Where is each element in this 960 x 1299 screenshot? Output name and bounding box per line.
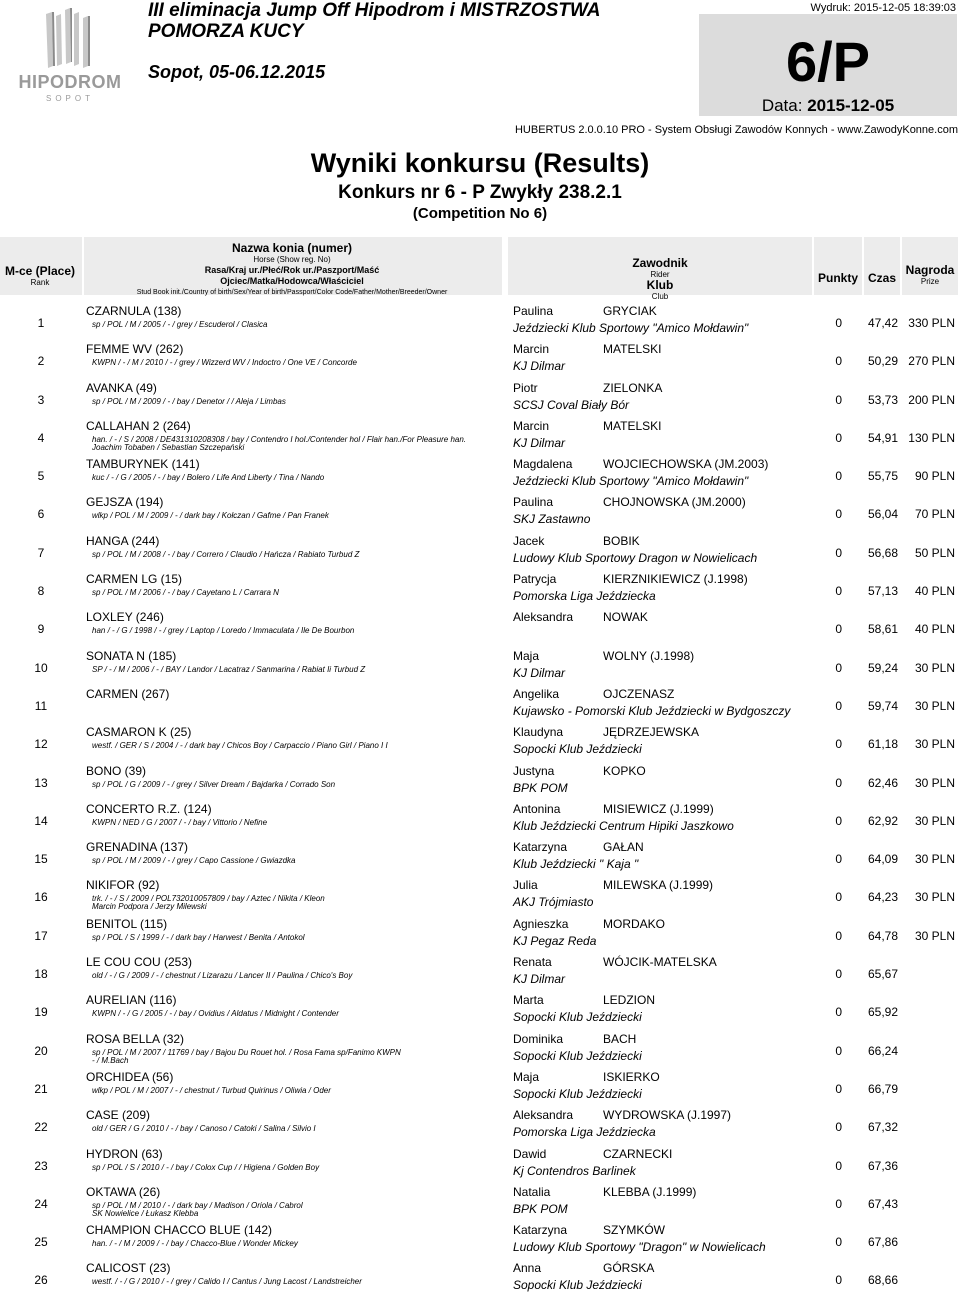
row-rank: 15: [34, 852, 48, 867]
row-horse-name: CALICOST (23): [86, 1261, 171, 1276]
row-points: 0: [835, 813, 842, 828]
table-row: [0, 418, 960, 456]
row-rider-first-name: Klaudyna: [513, 725, 564, 740]
table-row: [0, 1146, 960, 1184]
row-horse-details: han. / - / M / 2009 / - / bay / Chacco-Blue / Wonder Mickey: [92, 1239, 298, 1249]
row-horse-details: wlkp / POL / M / 2007 / - / chestnut / Turbud Quirinus / Oliwia / Oder: [92, 1085, 331, 1095]
row-time: 56,68: [867, 545, 898, 560]
row-club: Sopocki Klub Jeździecki: [513, 1086, 642, 1101]
row-rank: 13: [34, 775, 48, 790]
hipodrom-logo: [8, 6, 132, 110]
row-points: 0: [835, 890, 842, 905]
row-horse-details: KWPN / - / G / 2005 / - / bay / Ovidius / Aldatus / Midnight / Contender: [92, 1009, 339, 1019]
row-club: KJ Dilmar: [513, 665, 566, 680]
row-points: 0: [835, 660, 842, 675]
header-cell-points: [814, 237, 862, 295]
table-row: [0, 1184, 960, 1222]
row-rider-first-name: Julia: [513, 878, 538, 893]
row-prize: 40 PLN: [914, 584, 955, 599]
date-value: 2015-12-05: [807, 96, 895, 115]
row-club: Pomorska Liga Jeździecka: [513, 1125, 656, 1140]
table-row: [0, 686, 960, 724]
row-rider-last-name: MILEWSKA (J.1999): [603, 878, 714, 893]
row-rider-first-name: Marcin: [513, 342, 550, 357]
table-row: [0, 456, 960, 494]
row-rank: 11: [34, 698, 48, 713]
row-club: Klub Jeździecki Centrum Hipiki Jaszkowo: [513, 818, 734, 833]
table-row: [0, 1222, 960, 1260]
row-horse-name: CARMEN (267): [86, 686, 170, 701]
column-header-place: [2, 264, 78, 287]
column-header-rider: [510, 258, 810, 302]
table-row: [0, 1031, 960, 1069]
row-rider-first-name: Piotr: [513, 380, 538, 395]
row-horse-details: sp / POL / M / 2008 / - / bay / Correro / Claudio / Hańcza / Rabiato Turbud Z: [92, 549, 360, 559]
row-horse-details: sp / POL / M / 2009 / - / bay / Denetor / / Aleja / Limbas: [92, 396, 286, 406]
column-horse-line4: Stud Book init./Country of birth/Sex/Year of birth/Passport/Color Code/Father/Mother/Breeder/Owner: [136, 289, 448, 296]
row-horse-name: TAMBURYNEK (141): [86, 457, 200, 472]
competition-code-box: [699, 14, 957, 116]
row-rider-first-name: Magdalena: [513, 457, 573, 472]
row-rider-first-name: Angelika: [513, 686, 560, 701]
row-time: 66,24: [867, 1043, 898, 1058]
row-horse-details-2: - / M.Bach: [92, 1055, 129, 1065]
row-points: 0: [835, 1235, 842, 1250]
row-time: 56,04: [867, 507, 898, 522]
row-points: 0: [835, 1081, 842, 1096]
row-rank: 1: [37, 316, 45, 330]
row-club: Sopocki Klub Jeździecki: [513, 1278, 642, 1293]
row-rider-last-name: OJCZENASZ: [603, 686, 675, 701]
table-row: [0, 648, 960, 686]
row-time: 64,09: [867, 852, 898, 867]
row-points: 0: [835, 928, 842, 943]
row-horse-name: CHAMPION CHACCO BLUE (142): [86, 1223, 273, 1238]
row-club: SKJ Zastawno: [513, 512, 591, 527]
row-horse-name: BENITOL (115): [86, 916, 168, 931]
row-rider-first-name: Aleksandra: [513, 1108, 574, 1123]
row-rider-first-name: Marta: [513, 993, 544, 1008]
column-horse-line2: Rasa/Kraj ur./Płeć/Rok ur./Paszport/Maść: [204, 265, 380, 275]
row-rank: 10: [34, 660, 48, 675]
print-timestamp: Wydruk: 2015-12-05 18:39:03: [810, 2, 956, 14]
event-place-date: Sopot, 05-06.12.2015: [148, 62, 326, 82]
row-horse-details: sp / POL / M / 2006 / - / bay / Cayetano L / Carrara N: [92, 588, 279, 598]
row-rank: 4: [37, 430, 45, 445]
row-prize: 40 PLN: [914, 622, 955, 637]
row-horse-name: LE COU COU (253): [86, 955, 193, 970]
table-row: [0, 303, 960, 341]
row-prize: 30 PLN: [914, 660, 955, 675]
row-horse-name: SONATA N (185): [86, 648, 177, 663]
row-rider-first-name: Katarzyna: [513, 840, 568, 855]
column-time-label: Czas: [867, 271, 896, 285]
row-time: 67,32: [867, 1120, 898, 1135]
row-time: 68,66: [867, 1273, 898, 1288]
row-club: Sopocki Klub Jeździecki: [513, 1010, 642, 1025]
row-rider-first-name: Paulina: [513, 304, 554, 318]
row-rider-last-name: BACH: [603, 1031, 637, 1046]
row-rank: 17: [34, 928, 48, 943]
row-rider-last-name: WYDROWSKA (J.1997): [603, 1108, 732, 1123]
row-time: 61,18: [867, 737, 898, 752]
table-row: [0, 724, 960, 762]
row-club: BPK POM: [513, 780, 568, 795]
row-rider-first-name: Dominika: [513, 1031, 564, 1046]
row-rider-first-name: Marcin: [513, 418, 550, 433]
column-rider-en: Rider: [650, 270, 670, 279]
row-prize: 270 PLN: [908, 354, 955, 369]
row-club: KJ Pegaz Reda: [513, 933, 597, 948]
row-horse-name: GRENADINA (137): [86, 840, 189, 855]
row-horse-name: HYDRON (63): [86, 1146, 163, 1161]
competition-name-en: (Competition No 6): [412, 205, 548, 222]
column-header-prize: [902, 264, 958, 288]
row-horse-details: old / - / G / 2009 / - / chestnut / Lizarazu / Lancer II / Paulina / Chico's Boy: [92, 971, 353, 981]
row-horse-name: CALLAHAN 2 (264): [86, 418, 191, 433]
row-rider-first-name: Justyna: [513, 763, 555, 778]
table-row: [0, 609, 960, 647]
row-club: Ludowy Klub Sportowy Dragon w Nowielicach: [513, 550, 758, 565]
table-row: [0, 571, 960, 609]
row-horse-name: ORCHIDEA (56): [86, 1069, 174, 1084]
row-horse-details-2: SK Nowielice / Łukasz Klebba: [92, 1208, 199, 1218]
table-row: [0, 954, 960, 992]
row-horse-details: wlkp / POL / M / 2009 / - / dark bay / Kołczan / Gafme / Pan Franek: [92, 511, 329, 521]
row-points: 0: [835, 737, 842, 752]
row-prize: 30 PLN: [914, 737, 955, 752]
row-points: 0: [835, 775, 842, 790]
row-horse-details: sp / POL / S / 1999 / - / dark bay / Harwest / Benita / Antokol: [92, 932, 305, 942]
row-time: 59,74: [867, 698, 898, 713]
row-rider-last-name: GAŁAN: [603, 840, 644, 855]
row-points: 0: [835, 469, 842, 484]
row-horse-details: han. / - / S / 2008 / DE431310208308 / bay / Contendro I hol./Contender hol / Flair han./For Pleasure han.: [92, 434, 467, 444]
row-rider-first-name: Dawid: [513, 1146, 547, 1161]
row-time: 53,73: [867, 392, 898, 407]
row-club: KJ Dilmar: [513, 359, 566, 374]
row-rider-first-name: Anna: [513, 1261, 542, 1276]
row-horse-details: KWPN / - / M / 2010 / - / grey / Wizzerd WV / Indoctro / One VE / Concorde: [92, 358, 357, 368]
table-row: [0, 763, 960, 801]
competition-name: Konkurs nr 6 - P Zwykły 238.2.1: [338, 182, 622, 203]
row-rank: 18: [34, 967, 48, 982]
row-rider-first-name: Katarzyna: [513, 1223, 568, 1238]
row-rider-first-name: Maja: [513, 1069, 540, 1084]
row-time: 66,79: [867, 1081, 898, 1096]
row-club: BPK POM: [513, 1201, 568, 1216]
row-horse-name: CASMARON K (25): [86, 725, 192, 740]
row-rank: 25: [34, 1235, 48, 1250]
column-horse-en: Horse (Show reg. No): [253, 255, 331, 264]
row-horse-details-2: Marcin Podpora / Jerzy Milewski: [92, 902, 207, 912]
row-rider-last-name: KOPKO: [603, 763, 646, 778]
row-horse-details: kuc / - / G / 2005 / - / bay / Bolero / Life And Liberty / Tina / Nando: [92, 473, 325, 483]
row-rider-first-name: Aleksandra: [513, 610, 574, 625]
row-time: 58,61: [867, 622, 898, 637]
row-points: 0: [835, 430, 842, 445]
row-rider-first-name: Paulina: [513, 495, 554, 510]
table-row: [0, 533, 960, 571]
row-time: 67,36: [867, 1158, 898, 1173]
row-rider-last-name: WOLNY (J.1998): [603, 648, 695, 663]
row-horse-details: sp / POL / G / 2009 / - / grey / Silver Dream / Bajdarka / Corrado Son: [92, 779, 336, 789]
row-time: 64,23: [867, 890, 898, 905]
row-rider-first-name: Antonina: [513, 801, 561, 816]
results-table: [0, 303, 960, 1299]
results-title: Wyniki konkursu (Results): [310, 148, 650, 178]
row-horse-name: CONCERTO R.Z. (124): [86, 801, 212, 816]
row-rider-first-name: Agnieszka: [513, 916, 569, 931]
row-prize: 70 PLN: [914, 507, 955, 522]
row-points: 0: [835, 545, 842, 560]
row-rank: 9: [37, 622, 45, 637]
table-row: [0, 801, 960, 839]
table-row: [0, 839, 960, 877]
row-horse-details: sp / POL / M / 2005 / - / grey / Escuderol / Clasica: [92, 320, 268, 329]
row-prize: 50 PLN: [914, 545, 955, 560]
row-club: Ludowy Klub Sportowy "Dragon" w Nowielicach: [513, 1240, 766, 1255]
row-horse-name: LOXLEY (246): [86, 610, 164, 625]
row-time: 57,13: [867, 584, 898, 599]
row-prize: 30 PLN: [914, 698, 955, 713]
column-place-label: M-ce (Place): [4, 264, 76, 278]
row-horse-details: trk. / - / S / 2009 / POL732010057809 / bay / Aztec / Nikita / Kleon: [92, 894, 325, 904]
row-horse-details: sp / POL / M / 2009 / - / grey / Capo Cassione / Gwiazdka: [92, 856, 296, 866]
table-row: [0, 341, 960, 379]
row-horse-details: han / - / G / 1998 / - / grey / Laptop / Loredo / Immaculata / Ile De Bourbon: [92, 626, 355, 636]
table-row: [0, 1260, 960, 1298]
row-rank: 19: [34, 1005, 48, 1020]
row-horse-name: AURELIAN (116): [86, 993, 177, 1008]
row-points: 0: [835, 392, 842, 407]
row-time: 54,91: [867, 430, 898, 445]
row-prize: 330 PLN: [908, 316, 955, 330]
row-rider-last-name: MISIEWICZ (J.1999): [603, 801, 714, 816]
row-rank: 14: [34, 813, 48, 828]
row-rider-last-name: JĘDRZEJEWSKA: [603, 725, 700, 740]
row-points: 0: [835, 1196, 842, 1211]
row-rank: 3: [37, 392, 45, 407]
row-prize: 30 PLN: [914, 890, 955, 905]
row-horse-name: CZARNULA (138): [86, 304, 182, 318]
table-row: [0, 916, 960, 954]
row-rank: 20: [34, 1043, 48, 1058]
row-prize: 30 PLN: [914, 775, 955, 790]
row-rank: 8: [37, 584, 45, 599]
row-horse-name: CASE (209): [86, 1108, 151, 1123]
column-place-en: Rank: [30, 278, 50, 287]
row-rank: 22: [34, 1120, 48, 1135]
row-time: 50,29: [867, 354, 898, 369]
row-rider-first-name: Renata: [513, 955, 552, 970]
row-rider-last-name: CHOJNOWSKA (JM.2000): [603, 495, 746, 510]
row-horse-name: BONO (39): [86, 763, 147, 778]
row-rider-last-name: GÓRSKA: [603, 1261, 655, 1276]
row-horse-name: GEJSZA (194): [86, 495, 164, 510]
row-horse-details-2: Joachim Tobaben / Sebastian Szczepański: [92, 442, 245, 452]
system-info: HUBERTUS 2.0.0.10 PRO - System Obsługi Zawodów Konnych - www.ZawodyKonne.com: [514, 124, 958, 136]
row-rider-last-name: LEDZION: [603, 993, 656, 1008]
column-prize-en: Prize: [920, 277, 940, 286]
row-rank: 26: [34, 1273, 48, 1288]
row-club: Sopocki Klub Jeździecki: [513, 742, 642, 757]
row-points: 0: [835, 1120, 842, 1135]
row-horse-name: ROSA BELLA (32): [86, 1031, 185, 1046]
column-horse-line3: Ojciec/Matka/Hodowca/Właściciel: [220, 276, 364, 286]
header-cell-time: [864, 237, 900, 295]
row-rider-first-name: Patrycja: [513, 572, 557, 587]
row-horse-details: sp / POL / M / 2010 / - / dark bay / Madison / Oriola / Cabrol: [92, 1200, 303, 1210]
row-rider-last-name: SZYMKÓW: [603, 1223, 665, 1238]
row-time: 64,78: [867, 928, 898, 943]
row-rank: 24: [34, 1196, 48, 1211]
row-rank: 6: [37, 507, 45, 522]
row-points: 0: [835, 1273, 842, 1288]
row-club: AKJ Trójmiasto: [513, 895, 594, 910]
row-horse-details: old / GER / G / 2010 / - / bay / Canoso / Catoki / Salina / Silvio I: [92, 1124, 316, 1134]
row-points: 0: [835, 698, 842, 713]
row-horse-details: sp / POL / S / 2010 / - / bay / Colox Cup / / Higiena / Golden Boy: [92, 1162, 320, 1172]
row-rank: 7: [37, 545, 45, 560]
row-points: 0: [835, 852, 842, 867]
date-label: Data:: [761, 96, 803, 115]
row-points: 0: [835, 622, 842, 637]
row-rider-last-name: CZARNECKI: [603, 1146, 673, 1161]
row-time: 55,75: [867, 469, 898, 484]
row-rider-last-name: BOBIK: [603, 533, 640, 548]
row-rider-last-name: ZIELONKA: [603, 380, 663, 395]
row-rider-first-name: Jacek: [513, 533, 545, 548]
row-rank: 12: [34, 737, 48, 752]
row-horse-name: CARMEN LG (15): [86, 572, 183, 587]
row-club: Kujawsko - Pomorski Klub Jeździecki w Bydgoszczy: [513, 703, 791, 718]
row-rank: 21: [34, 1081, 48, 1096]
row-horse-name: OKTAWA (26): [86, 1184, 161, 1199]
row-rank: 5: [37, 469, 45, 484]
competition-code: 6/P: [785, 30, 871, 93]
row-rank: 23: [34, 1158, 48, 1173]
row-rider-last-name: ISKIERKO: [603, 1069, 660, 1084]
logo-subtext: SOPOT: [45, 94, 94, 103]
row-club: KJ Dilmar: [513, 972, 566, 987]
row-rider-last-name: WOJCIECHOWSKA (JM.2003): [603, 457, 769, 472]
row-prize: 30 PLN: [914, 852, 955, 867]
column-header-horse: [88, 243, 496, 298]
row-time: 47,42: [867, 316, 898, 330]
row-prize: 130 PLN: [908, 430, 955, 445]
column-club-en: Club: [651, 292, 669, 301]
row-horse-name: HANGA (244): [86, 533, 160, 548]
row-time: 67,86: [867, 1235, 898, 1250]
row-rider-first-name: Maja: [513, 648, 540, 663]
row-points: 0: [835, 967, 842, 982]
row-horse-details: KWPN / NED / G / 2007 / - / bay / Vittorio / Nefine: [92, 817, 268, 827]
table-row: [0, 1107, 960, 1145]
row-horse-details: westf. / GER / S / 2004 / - / dark bay / Chicos Boy / Carpaccio / Piano Girl / Piano I I: [92, 741, 388, 751]
logo-wordmark: HIPODROM: [18, 72, 122, 92]
row-points: 0: [835, 354, 842, 369]
table-row: [0, 494, 960, 532]
row-rank: 16: [34, 890, 48, 905]
row-horse-name: FEMME WV (262): [86, 342, 184, 357]
row-rank: 2: [37, 354, 45, 369]
column-points-label: Punkty: [817, 271, 858, 285]
row-rider-last-name: KLEBBA (J.1999): [603, 1184, 697, 1199]
row-prize: 30 PLN: [914, 928, 955, 943]
row-horse-name: AVANKA (49): [86, 380, 157, 395]
column-horse-label: Nazwa konia (numer): [231, 241, 353, 255]
row-prize: 90 PLN: [914, 469, 955, 484]
row-club: Pomorska Liga Jeździecka: [513, 589, 656, 604]
row-club: Sopocki Klub Jeździecki: [513, 1048, 642, 1063]
row-time: 59,24: [867, 660, 898, 675]
row-club: Jeździecki Klub Sportowy "Amico Mołdawin": [513, 321, 749, 335]
row-points: 0: [835, 1005, 842, 1020]
row-rider-first-name: Natalia: [513, 1184, 551, 1199]
row-club: KJ Dilmar: [513, 435, 566, 450]
row-prize: 30 PLN: [914, 813, 955, 828]
row-rider-last-name: NOWAK: [603, 610, 648, 625]
row-points: 0: [835, 1043, 842, 1058]
row-rider-last-name: MATELSKI: [603, 342, 662, 357]
hipodrom-horseshoe-logo-icon: [8, 6, 132, 72]
row-horse-details: sp / POL / M / 2007 / 11769 / bay / Bajou Du Rouet hol. / Rosa Fama sp/Fanimo KWPN: [92, 1047, 401, 1057]
row-horse-details: westf. / - / G / 2010 / - / grey / Calido I / Cantus / Jung Lacost / Landstreicher: [92, 1277, 362, 1287]
column-prize-label: Nagroda: [905, 263, 955, 277]
row-rider-last-name: MATELSKI: [603, 418, 662, 433]
row-horse-details: SP / - / M / 2006 / - / BAY / Landor / Lacatraz / Sanmarina / Rabiat Ii Turbud Z: [92, 664, 366, 674]
row-club: Kj Contendros Barlinek: [513, 1163, 636, 1178]
row-rider-last-name: WÓJCIK-MATELSKA: [603, 955, 717, 970]
row-rider-last-name: GRYCIAK: [603, 304, 657, 318]
column-rider-label: Zawodnik: [632, 256, 688, 270]
row-club: Klub Jeździecki " Kaja ": [513, 857, 639, 872]
competition-date: [699, 96, 957, 116]
row-club: Jeździecki Klub Sportowy "Amico Mołdawin": [513, 474, 749, 489]
event-title: III eliminacja Jump Off Hipodrom i MISTRZOSTWA POMORZA KUCY: [148, 0, 600, 42]
table-row: [0, 992, 960, 1030]
row-time: 65,67: [867, 967, 898, 982]
row-time: 62,92: [867, 813, 898, 828]
table-row: [0, 1069, 960, 1107]
row-points: 0: [835, 507, 842, 522]
row-time: 67,43: [867, 1196, 898, 1211]
row-club: SCSJ Coval Biały Bór: [513, 397, 630, 412]
row-time: 65,92: [867, 1005, 898, 1020]
row-rider-last-name: MORDAKO: [603, 916, 666, 931]
row-points: 0: [835, 316, 842, 330]
table-row: [0, 380, 960, 418]
row-points: 0: [835, 1158, 842, 1173]
row-points: 0: [835, 584, 842, 599]
table-row: [0, 877, 960, 915]
row-rider-last-name: KIERZNIKIEWICZ (J.1998): [603, 572, 748, 587]
column-club-label: Klub: [646, 278, 674, 292]
row-prize: 200 PLN: [908, 392, 955, 407]
row-horse-name: NIKIFOR (92): [86, 878, 160, 893]
row-time: 62,46: [867, 775, 898, 790]
